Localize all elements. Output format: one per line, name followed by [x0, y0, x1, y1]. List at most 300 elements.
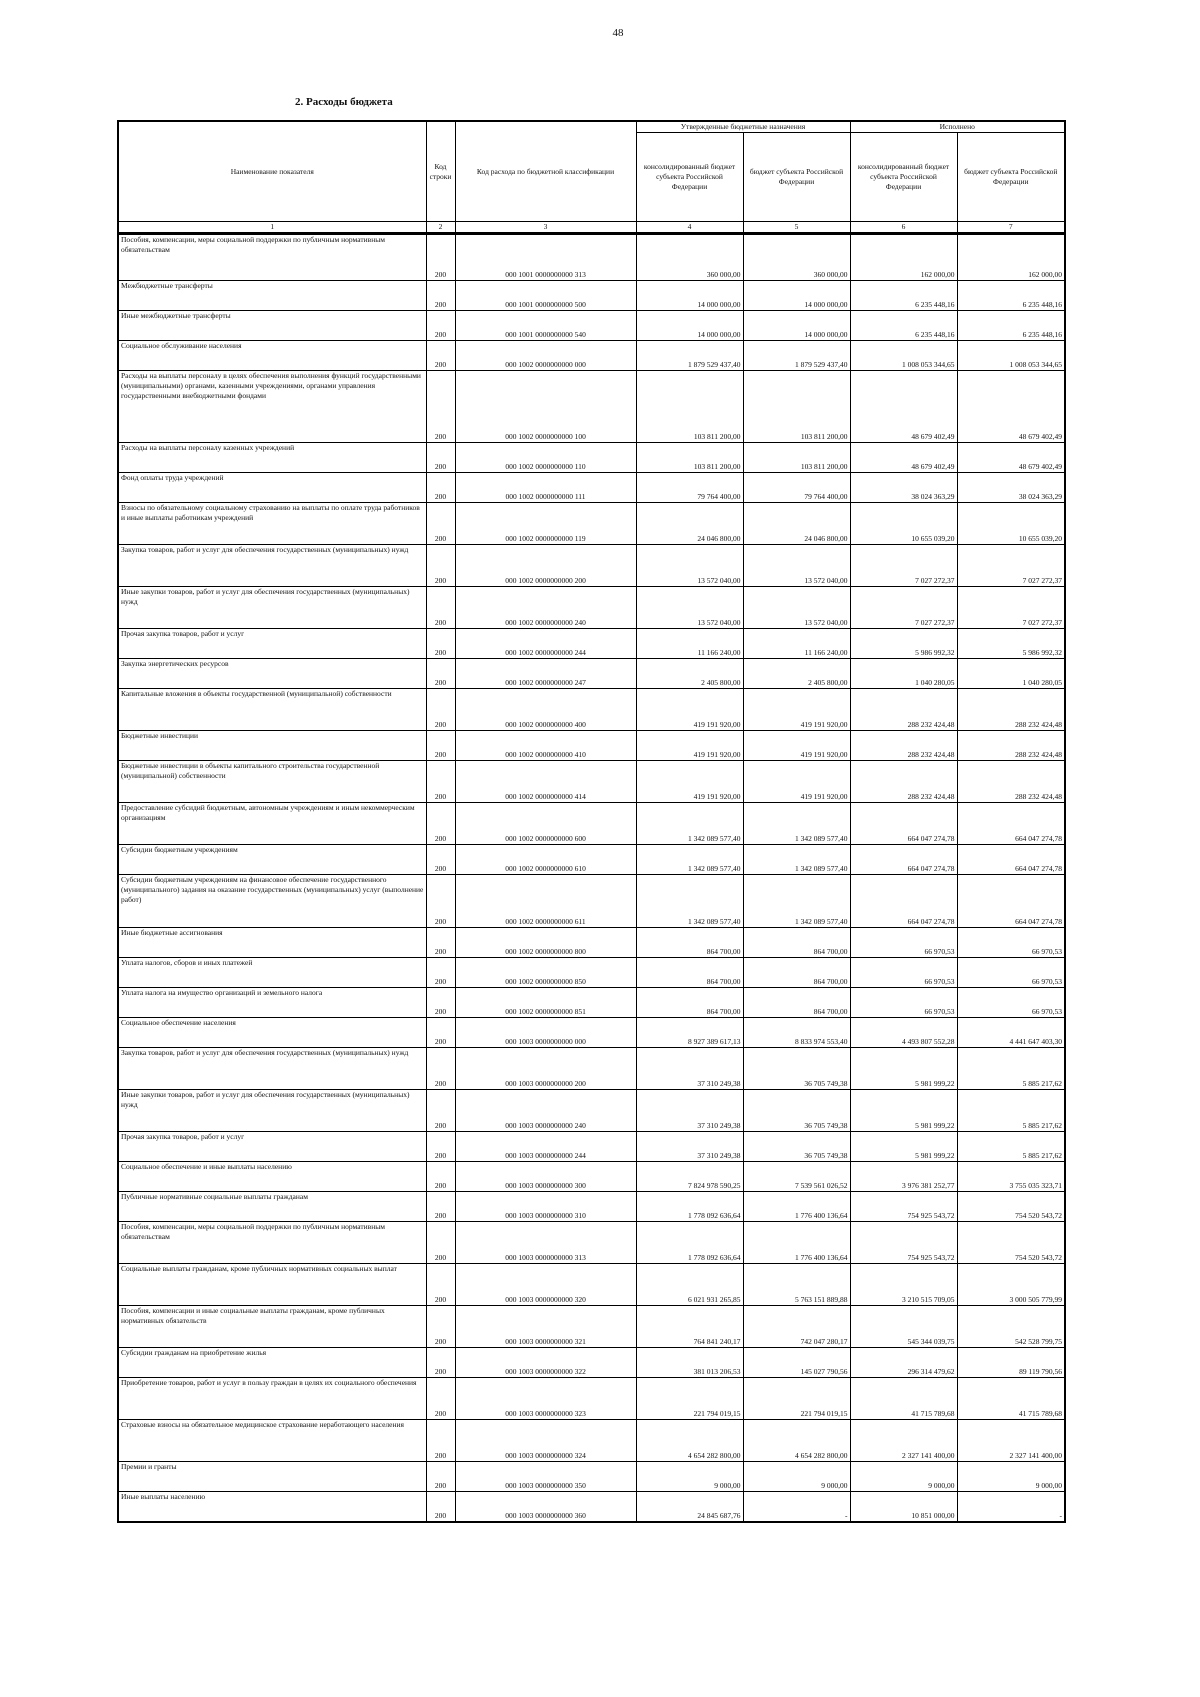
table-row [118, 659, 1065, 689]
table-row [118, 629, 1065, 659]
row-executed-subject: 4 441 647 403,30 [957, 1018, 1065, 1048]
row-executed-consolidated: 5 981 999,22 [850, 1048, 957, 1090]
row-name: Пособия, компенсации, меры социальной поддержки по публичным нормативным обязательствам [118, 1222, 426, 1264]
row-executed-consolidated: 5 981 999,22 [850, 1090, 957, 1132]
row-class-code: 000 1001 0000000000 313 [455, 234, 636, 281]
row-approved-subject: 1 776 400 136,64 [743, 1192, 850, 1222]
row-class-code: 000 1003 0000000000 323 [455, 1378, 636, 1420]
row-name: Иные закупки товаров, работ и услуг для обеспечения государственных (муниципальных) нужд [118, 587, 426, 629]
row-class-code: 000 1003 0000000000 321 [455, 1306, 636, 1348]
row-approved-subject: 1 342 089 577,40 [743, 803, 850, 845]
row-executed-consolidated: 9 000,00 [850, 1462, 957, 1492]
row-class-code: 000 1002 0000000000 800 [455, 928, 636, 958]
row-executed-consolidated: 38 024 363,29 [850, 473, 957, 503]
row-approved-subject: 8 833 974 553,40 [743, 1018, 850, 1048]
row-name: Бюджетные инвестиции [118, 731, 426, 761]
row-approved-subject: 14 000 000,00 [743, 281, 850, 311]
row-approved-subject: 742 047 280,17 [743, 1306, 850, 1348]
row-approved-consolidated: 419 191 920,00 [636, 731, 743, 761]
row-name: Социальное обслуживание населения [118, 341, 426, 371]
row-approved-subject: 5 763 151 889,88 [743, 1264, 850, 1306]
row-line-code: 200 [426, 1090, 455, 1132]
row-line-code: 200 [426, 1420, 455, 1462]
table-row [118, 1090, 1065, 1132]
row-class-code: 000 1003 0000000000 244 [455, 1132, 636, 1162]
row-executed-consolidated: 5 981 999,22 [850, 1132, 957, 1162]
row-name: Прочая закупка товаров, работ и услуг [118, 629, 426, 659]
row-executed-consolidated: 48 679 402,49 [850, 371, 957, 443]
row-name: Расходы на выплаты персоналу казенных учреждений [118, 443, 426, 473]
table-row [118, 845, 1065, 875]
row-name: Закупка товаров, работ и услуг для обеспечения государственных (муниципальных) нужд [118, 1048, 426, 1090]
row-class-code: 000 1002 0000000000 119 [455, 503, 636, 545]
row-line-code: 200 [426, 689, 455, 731]
row-executed-consolidated: 6 235 448,16 [850, 281, 957, 311]
row-executed-subject: 664 047 274,78 [957, 875, 1065, 928]
row-line-code: 200 [426, 341, 455, 371]
expenses-table [117, 120, 1066, 1523]
row-name: Иные бюджетные ассигнования [118, 928, 426, 958]
table-row [118, 443, 1065, 473]
row-name: Расходы на выплаты персоналу в целях обеспечения выполнения функций государственными (муниципальными) органами, казенными учреждениями, органами управления государственными внебюджетными фондами [118, 371, 426, 443]
row-executed-subject: 664 047 274,78 [957, 803, 1065, 845]
row-approved-consolidated: 13 572 040,00 [636, 545, 743, 587]
row-executed-consolidated: 6 235 448,16 [850, 311, 957, 341]
row-name: Субсидии бюджетным учреждениям на финансовое обеспечение государственного (муниципального) задания на оказание государственных (муниципальных) услуг (выполнение работ) [118, 875, 426, 928]
table-row [118, 1348, 1065, 1378]
row-line-code: 200 [426, 803, 455, 845]
row-line-code: 200 [426, 659, 455, 689]
row-executed-subject: 89 119 790,56 [957, 1348, 1065, 1378]
row-approved-subject: 36 705 749,38 [743, 1048, 850, 1090]
row-class-code: 000 1002 0000000000 240 [455, 587, 636, 629]
page-number: 48 [612, 27, 624, 39]
row-executed-consolidated: 162 000,00 [850, 234, 957, 281]
row-executed-consolidated: 7 027 272,37 [850, 587, 957, 629]
row-executed-consolidated: 7 027 272,37 [850, 545, 957, 587]
row-executed-subject: 754 520 543,72 [957, 1192, 1065, 1222]
row-class-code: 000 1002 0000000000 600 [455, 803, 636, 845]
row-executed-consolidated: 10 655 039,20 [850, 503, 957, 545]
row-approved-consolidated: 7 824 978 590,25 [636, 1162, 743, 1192]
row-executed-consolidated: 66 970,53 [850, 958, 957, 988]
row-class-code: 000 1002 0000000000 110 [455, 443, 636, 473]
row-class-code: 000 1003 0000000000 313 [455, 1222, 636, 1264]
row-executed-subject: 5 885 217,62 [957, 1132, 1065, 1162]
row-executed-subject: 48 679 402,49 [957, 371, 1065, 443]
table-row [118, 1420, 1065, 1462]
row-executed-subject: 66 970,53 [957, 988, 1065, 1018]
row-class-code: 000 1003 0000000000 320 [455, 1264, 636, 1306]
table-row [118, 1462, 1065, 1492]
row-executed-subject: 2 327 141 400,00 [957, 1420, 1065, 1462]
row-line-code: 200 [426, 1162, 455, 1192]
row-approved-consolidated: 103 811 200,00 [636, 371, 743, 443]
row-line-code: 200 [426, 761, 455, 803]
row-approved-subject: 419 191 920,00 [743, 689, 850, 731]
row-executed-subject: 3 000 505 779,99 [957, 1264, 1065, 1306]
row-executed-subject: - [957, 1492, 1065, 1522]
row-executed-subject: 288 232 424,48 [957, 761, 1065, 803]
row-class-code: 000 1002 0000000000 244 [455, 629, 636, 659]
row-approved-subject: 2 405 800,00 [743, 659, 850, 689]
row-line-code: 200 [426, 473, 455, 503]
row-approved-consolidated: 4 654 282 800,00 [636, 1420, 743, 1462]
row-executed-consolidated: 288 232 424,48 [850, 761, 957, 803]
header-num-4: 4 [636, 222, 743, 234]
row-line-code: 200 [426, 1132, 455, 1162]
row-class-code: 000 1002 0000000000 200 [455, 545, 636, 587]
row-executed-subject: 664 047 274,78 [957, 845, 1065, 875]
row-approved-consolidated: 419 191 920,00 [636, 689, 743, 731]
row-name: Социальное обеспечение населения [118, 1018, 426, 1048]
row-approved-consolidated: 1 342 089 577,40 [636, 845, 743, 875]
row-class-code: 000 1001 0000000000 500 [455, 281, 636, 311]
row-approved-consolidated: 8 927 389 617,13 [636, 1018, 743, 1048]
table-row [118, 731, 1065, 761]
row-name: Иные выплаты населению [118, 1492, 426, 1522]
row-executed-subject: 66 970,53 [957, 928, 1065, 958]
row-executed-subject: 5 885 217,62 [957, 1048, 1065, 1090]
table-row [118, 587, 1065, 629]
row-executed-subject: 41 715 789,68 [957, 1378, 1065, 1420]
table-row [118, 503, 1065, 545]
row-approved-consolidated: 864 700,00 [636, 928, 743, 958]
row-approved-consolidated: 37 310 249,38 [636, 1048, 743, 1090]
row-approved-consolidated: 221 794 019,15 [636, 1378, 743, 1420]
row-class-code: 000 1002 0000000000 610 [455, 845, 636, 875]
row-name: Капитальные вложения в объекты государственной (муниципальной) собственности [118, 689, 426, 731]
row-approved-subject: 24 046 800,00 [743, 503, 850, 545]
table-row [118, 281, 1065, 311]
row-executed-subject: 6 235 448,16 [957, 311, 1065, 341]
table-row [118, 958, 1065, 988]
row-line-code: 200 [426, 958, 455, 988]
row-name: Взносы по обязательному социальному страхованию на выплаты по оплате труда работников и иные выплаты работникам учреждений [118, 503, 426, 545]
table-row [118, 1162, 1065, 1192]
row-approved-subject: 36 705 749,38 [743, 1090, 850, 1132]
row-name: Закупка товаров, работ и услуг для обеспечения государственных (муниципальных) нужд [118, 545, 426, 587]
row-approved-consolidated: 764 841 240,17 [636, 1306, 743, 1348]
row-approved-subject: 145 027 790,56 [743, 1348, 850, 1378]
header-approved-subject: бюджет субъекта Российской Федерации [743, 133, 850, 222]
row-approved-consolidated: 864 700,00 [636, 988, 743, 1018]
table-row [118, 311, 1065, 341]
row-approved-subject: 1 776 400 136,64 [743, 1222, 850, 1264]
row-line-code: 200 [426, 1348, 455, 1378]
row-executed-consolidated: 66 970,53 [850, 988, 957, 1018]
row-name: Субсидии гражданам на приобретение жилья [118, 1348, 426, 1378]
table-row [118, 234, 1065, 281]
row-class-code: 000 1002 0000000000 611 [455, 875, 636, 928]
row-class-code: 000 1002 0000000000 100 [455, 371, 636, 443]
row-line-code: 200 [426, 845, 455, 875]
row-approved-consolidated: 381 013 206,53 [636, 1348, 743, 1378]
row-approved-consolidated: 1 778 092 636,64 [636, 1192, 743, 1222]
row-executed-consolidated: 288 232 424,48 [850, 689, 957, 731]
row-executed-consolidated: 3 976 381 252,77 [850, 1162, 957, 1192]
row-approved-consolidated: 864 700,00 [636, 958, 743, 988]
table-row [118, 341, 1065, 371]
row-class-code: 000 1002 0000000000 414 [455, 761, 636, 803]
row-name: Иные межбюджетные трансферты [118, 311, 426, 341]
row-name: Уплата налогов, сборов и иных платежей [118, 958, 426, 988]
row-name: Пособия, компенсации, меры социальной поддержки по публичным нормативным обязательствам [118, 234, 426, 281]
row-approved-subject: 103 811 200,00 [743, 443, 850, 473]
row-line-code: 200 [426, 1192, 455, 1222]
row-approved-consolidated: 24 046 800,00 [636, 503, 743, 545]
row-approved-subject: 419 191 920,00 [743, 731, 850, 761]
row-executed-consolidated: 1 008 053 344,65 [850, 341, 957, 371]
row-class-code: 000 1003 0000000000 300 [455, 1162, 636, 1192]
row-approved-subject: 360 000,00 [743, 234, 850, 281]
row-executed-subject: 66 970,53 [957, 958, 1065, 988]
row-executed-consolidated: 296 314 479,62 [850, 1348, 957, 1378]
row-approved-subject: 864 700,00 [743, 988, 850, 1018]
row-name: Публичные нормативные социальные выплаты гражданам [118, 1192, 426, 1222]
row-executed-consolidated: 10 851 000,00 [850, 1492, 957, 1522]
row-line-code: 200 [426, 545, 455, 587]
table-row [118, 1192, 1065, 1222]
row-executed-subject: 3 755 035 323,71 [957, 1162, 1065, 1192]
row-approved-subject: 13 572 040,00 [743, 545, 850, 587]
row-name: Закупка энергетических ресурсов [118, 659, 426, 689]
table-row [118, 1378, 1065, 1420]
row-executed-subject: 162 000,00 [957, 234, 1065, 281]
row-line-code: 200 [426, 587, 455, 629]
row-approved-consolidated: 1 342 089 577,40 [636, 803, 743, 845]
row-name: Приобретение товаров, работ и услуг в пользу граждан в целях их социального обеспечения [118, 1378, 426, 1420]
row-approved-consolidated: 1 342 089 577,40 [636, 875, 743, 928]
row-approved-consolidated: 6 021 931 265,85 [636, 1264, 743, 1306]
row-name: Пособия, компенсации и иные социальные выплаты гражданам, кроме публичных нормативных обязательств [118, 1306, 426, 1348]
row-name: Фонд оплаты труда учреждений [118, 473, 426, 503]
table-row [118, 1018, 1065, 1048]
row-line-code: 200 [426, 1048, 455, 1090]
row-approved-subject: 13 572 040,00 [743, 587, 850, 629]
row-approved-subject: 14 000 000,00 [743, 311, 850, 341]
row-executed-consolidated: 754 925 543,72 [850, 1222, 957, 1264]
row-approved-subject: 9 000,00 [743, 1462, 850, 1492]
row-approved-consolidated: 14 000 000,00 [636, 281, 743, 311]
row-executed-consolidated: 664 047 274,78 [850, 803, 957, 845]
row-executed-consolidated: 754 925 543,72 [850, 1192, 957, 1222]
row-executed-consolidated: 3 210 515 709,05 [850, 1264, 957, 1306]
header-executed-subject: бюджет субъекта Российской Федерации [957, 133, 1065, 222]
row-class-code: 000 1002 0000000000 850 [455, 958, 636, 988]
row-class-code: 000 1002 0000000000 000 [455, 341, 636, 371]
row-executed-subject: 38 024 363,29 [957, 473, 1065, 503]
row-name: Субсидии бюджетным учреждениям [118, 845, 426, 875]
row-name: Межбюджетные трансферты [118, 281, 426, 311]
row-class-code: 000 1002 0000000000 851 [455, 988, 636, 1018]
row-approved-subject: 1 342 089 577,40 [743, 875, 850, 928]
row-class-code: 000 1002 0000000000 247 [455, 659, 636, 689]
row-approved-consolidated: 360 000,00 [636, 234, 743, 281]
section-title: 2. Расходы бюджета [295, 96, 393, 108]
row-line-code: 200 [426, 503, 455, 545]
row-approved-subject: 11 166 240,00 [743, 629, 850, 659]
row-name: Прочая закупка товаров, работ и услуг [118, 1132, 426, 1162]
table-row [118, 371, 1065, 443]
row-executed-consolidated: 545 344 039,75 [850, 1306, 957, 1348]
table-row [118, 803, 1065, 845]
table-row [118, 928, 1065, 958]
row-approved-subject: 864 700,00 [743, 958, 850, 988]
row-approved-consolidated: 9 000,00 [636, 1462, 743, 1492]
row-line-code: 200 [426, 731, 455, 761]
row-approved-consolidated: 24 845 687,76 [636, 1492, 743, 1522]
row-class-code: 000 1003 0000000000 000 [455, 1018, 636, 1048]
row-approved-subject: 36 705 749,38 [743, 1132, 850, 1162]
row-approved-subject: 864 700,00 [743, 928, 850, 958]
header-num-1: 1 [118, 222, 426, 234]
row-line-code: 200 [426, 281, 455, 311]
header-approved-group: Утвержденные бюджетные назначения [636, 121, 850, 133]
table-row [118, 875, 1065, 928]
row-name: Премии и гранты [118, 1462, 426, 1492]
row-line-code: 200 [426, 1462, 455, 1492]
row-executed-consolidated: 664 047 274,78 [850, 875, 957, 928]
table-row [118, 1132, 1065, 1162]
row-class-code: 000 1003 0000000000 324 [455, 1420, 636, 1462]
row-approved-subject: 419 191 920,00 [743, 761, 850, 803]
row-executed-consolidated: 5 986 992,32 [850, 629, 957, 659]
row-approved-consolidated: 14 000 000,00 [636, 311, 743, 341]
row-executed-subject: 5 986 992,32 [957, 629, 1065, 659]
row-executed-consolidated: 664 047 274,78 [850, 845, 957, 875]
row-approved-subject: 4 654 282 800,00 [743, 1420, 850, 1462]
row-approved-consolidated: 419 191 920,00 [636, 761, 743, 803]
table-row [118, 1492, 1065, 1522]
header-approved-consolidated: консолидированный бюджет субъекта Российской Федерации [636, 133, 743, 222]
row-class-code: 000 1003 0000000000 322 [455, 1348, 636, 1378]
row-line-code: 200 [426, 311, 455, 341]
table-row [118, 689, 1065, 731]
row-approved-consolidated: 11 166 240,00 [636, 629, 743, 659]
table-row [118, 1264, 1065, 1306]
row-line-code: 200 [426, 1018, 455, 1048]
row-class-code: 000 1003 0000000000 310 [455, 1192, 636, 1222]
row-approved-subject: 1 879 529 437,40 [743, 341, 850, 371]
table-row [118, 761, 1065, 803]
table-row [118, 1306, 1065, 1348]
table-row [118, 988, 1065, 1018]
row-executed-consolidated: 288 232 424,48 [850, 731, 957, 761]
table-row [118, 545, 1065, 587]
row-line-code: 200 [426, 1222, 455, 1264]
row-name: Предоставление субсидий бюджетным, автономным учреждениям и иным некоммерческим организациям [118, 803, 426, 845]
header-num-6: 6 [850, 222, 957, 234]
row-approved-subject: 79 764 400,00 [743, 473, 850, 503]
header-num-5: 5 [743, 222, 850, 234]
table-row [118, 473, 1065, 503]
header-executed-group: Исполнено [850, 121, 1065, 133]
row-executed-subject: 288 232 424,48 [957, 731, 1065, 761]
row-line-code: 200 [426, 234, 455, 281]
row-executed-consolidated: 41 715 789,68 [850, 1378, 957, 1420]
row-executed-consolidated: 48 679 402,49 [850, 443, 957, 473]
row-approved-consolidated: 2 405 800,00 [636, 659, 743, 689]
row-executed-consolidated: 66 970,53 [850, 928, 957, 958]
table-body [118, 234, 1065, 1522]
row-line-code: 200 [426, 1378, 455, 1420]
row-line-code: 200 [426, 875, 455, 928]
row-name: Социальное обеспечение и иные выплаты населению [118, 1162, 426, 1192]
header-line-code: Код строки [426, 121, 455, 222]
row-approved-subject: 221 794 019,15 [743, 1378, 850, 1420]
row-executed-subject: 7 027 272,37 [957, 545, 1065, 587]
row-name: Уплата налога на имущество организаций и земельного налога [118, 988, 426, 1018]
row-executed-subject: 10 655 039,20 [957, 503, 1065, 545]
row-name: Бюджетные инвестиции в объекты капитального строительства государственной (муниципальной) собственности [118, 761, 426, 803]
row-approved-consolidated: 1 879 529 437,40 [636, 341, 743, 371]
row-approved-subject: - [743, 1492, 850, 1522]
row-executed-subject: 1 040 280,05 [957, 659, 1065, 689]
row-executed-subject: 7 027 272,37 [957, 587, 1065, 629]
row-executed-subject: 542 528 799,75 [957, 1306, 1065, 1348]
row-approved-consolidated: 1 778 092 636,64 [636, 1222, 743, 1264]
header-name: Наименование показателя [118, 121, 426, 222]
header-num-2: 2 [426, 222, 455, 234]
row-executed-consolidated: 1 040 280,05 [850, 659, 957, 689]
row-approved-consolidated: 37 310 249,38 [636, 1090, 743, 1132]
row-name: Социальные выплаты гражданам, кроме публичных нормативных социальных выплат [118, 1264, 426, 1306]
row-name: Иные закупки товаров, работ и услуг для обеспечения государственных (муниципальных) нужд [118, 1090, 426, 1132]
table-row [118, 1048, 1065, 1090]
table-row [118, 1222, 1065, 1264]
table-header [118, 121, 1065, 234]
row-line-code: 200 [426, 988, 455, 1018]
row-line-code: 200 [426, 1306, 455, 1348]
row-class-code: 000 1003 0000000000 360 [455, 1492, 636, 1522]
row-executed-consolidated: 2 327 141 400,00 [850, 1420, 957, 1462]
row-approved-subject: 7 539 561 026,52 [743, 1162, 850, 1192]
row-class-code: 000 1002 0000000000 410 [455, 731, 636, 761]
row-class-code: 000 1003 0000000000 350 [455, 1462, 636, 1492]
row-line-code: 200 [426, 443, 455, 473]
row-line-code: 200 [426, 629, 455, 659]
header-num-7: 7 [957, 222, 1065, 234]
row-approved-consolidated: 37 310 249,38 [636, 1132, 743, 1162]
row-executed-subject: 6 235 448,16 [957, 281, 1065, 311]
row-class-code: 000 1002 0000000000 400 [455, 689, 636, 731]
row-line-code: 200 [426, 371, 455, 443]
header-class-code: Код расхода по бюджетной классификации [455, 121, 636, 222]
header-num-3: 3 [455, 222, 636, 234]
row-executed-subject: 1 008 053 344,65 [957, 341, 1065, 371]
row-executed-subject: 5 885 217,62 [957, 1090, 1065, 1132]
row-class-code: 000 1002 0000000000 111 [455, 473, 636, 503]
row-class-code: 000 1001 0000000000 540 [455, 311, 636, 341]
row-executed-subject: 288 232 424,48 [957, 689, 1065, 731]
row-line-code: 200 [426, 1264, 455, 1306]
row-class-code: 000 1003 0000000000 240 [455, 1090, 636, 1132]
row-executed-subject: 754 520 543,72 [957, 1222, 1065, 1264]
row-line-code: 200 [426, 928, 455, 958]
row-name: Страховые взносы на обязательное медицинское страхование неработающего населения [118, 1420, 426, 1462]
row-executed-subject: 9 000,00 [957, 1462, 1065, 1492]
row-approved-consolidated: 103 811 200,00 [636, 443, 743, 473]
row-approved-consolidated: 79 764 400,00 [636, 473, 743, 503]
row-approved-subject: 1 342 089 577,40 [743, 845, 850, 875]
row-executed-subject: 48 679 402,49 [957, 443, 1065, 473]
row-class-code: 000 1003 0000000000 200 [455, 1048, 636, 1090]
row-approved-subject: 103 811 200,00 [743, 371, 850, 443]
header-executed-consolidated: консолидированный бюджет субъекта Российской Федерации [850, 133, 957, 222]
row-line-code: 200 [426, 1492, 455, 1522]
row-approved-consolidated: 13 572 040,00 [636, 587, 743, 629]
